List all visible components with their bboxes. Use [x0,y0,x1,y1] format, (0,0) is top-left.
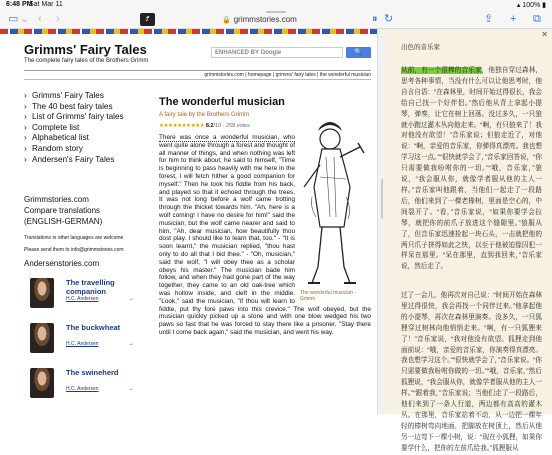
tabs-overview-icon[interactable]: ⧉ [533,13,541,25]
nav-item-alphabetical-list[interactable]: › Alphabetical list [24,133,148,142]
multitask-grabber[interactable] [266,11,286,13]
translation-pane [385,29,552,452]
page-content [24,34,371,414]
share-icon[interactable]: ⇪ [484,13,494,25]
highlighted-sentence[interactable]: 从前，有一个很棒的音乐家 [401,67,482,74]
email-note: Please send them to info@grimmstories.com [24,247,124,253]
nav-item-andersen[interactable]: › Andersen's Fairy Tales [24,155,148,164]
search-button[interactable]: 🔍 [346,47,371,58]
andersen-story-title[interactable]: The swineherd [66,368,119,377]
translation-title: 出色的音乐家 [401,44,440,51]
pause-icon[interactable]: ⏸ [372,13,378,25]
breadcrumb-divider [24,79,371,80]
rating-stars[interactable]: ★★★★★★★★★★ [159,123,205,129]
andersen-portrait [30,368,54,398]
new-tab-icon[interactable]: + [510,13,517,25]
sidebar-chevron-icon[interactable]: ⌄ [20,13,30,25]
andersen-story-card[interactable] [24,366,148,402]
close-icon[interactable]: ✕ [541,30,548,39]
story-text: went quite alone through a forest and thought of all manner of things, and when nothing was left for him to think about, he said to himself, "Time is beginning to pass heavily with me here in the forest, I will fetch hither a good companion for myself." Then he took his fiddle from his back, and played so that it echoed through the trees. It was not long before a wolf came trotting through the thicket towards him. "Ah, here is a wolf coming! I have no desire for him!" said the musician; but the wolf came nearer and said to him, "Ah, dear musician, how beautifully thou dost play. I should like to learn that, too." - "It is soon learnt," the musician replied, "thou hast only to do all that I bid thee." - "Oh, musician," said the wolf, "I will obey thee as a scholar obeys his master." The musician bade him follow, and when they had gone part of the way together, they came to an old oak-tree which was hollow inside, and cleft in the middle. "Look," said the musician, "if thou wilt learn to fiddle, put thy fore paws into this crevice." The wolf obeyed, but the musician quickly picked up a stone and with one blow wedged his two paws so fast that he was forced to stay there like a prisoner. "Stay there until I come back again," said the musician, and went his way. [159,141,371,336]
breadcrumb-item[interactable]: the wonderful musician [319,72,371,78]
sidebar-icon[interactable]: ▭ [8,13,19,25]
back-icon[interactable]: ‹ [38,13,42,25]
andersen-story-title[interactable]: The buckwheat [66,323,121,332]
nav-item-best-fairy-tales[interactable]: › The 40 best fairy tales [24,102,148,111]
andersen-portrait [30,278,54,308]
compare-language: (ENGLISH-GERMAN) [24,217,103,226]
andersen-site-title[interactable]: Andersenstories.com [24,259,100,268]
compare-site-title[interactable]: Grimmstories.com [24,195,89,204]
story-title: The wonderful musician [159,96,285,108]
side-navigation [24,91,148,165]
translation-paragraph: 过了一会儿，他再次对自己说：“时间开始在森林里过得很快，我会再找一个同伴过来。”他拿起他的小提琴，再次在森林里演奏。没多久，一只狐狸穿过树林向他悄悄走来。“啊，有一只狐狸来了！”音乐家说，“我对他没有欲望。狐狸走到他面前说：“哦，亲爱的音乐家，你演奏得真漂亮。我也想学习这个。”“很快就学会了，”音乐家说。“你只需要做我吩咐你做的一切。”“哦，音乐家，”然后狐狸说，“我会服从你，就像学者服从他的主人一样。”“跟着我，”音乐家说；当他们走了一段路后，他们来到了一条人行道，两边都有高高的灌木丛。在那里，音乐家站着不动，从一边把一棵年轻的榛树弯向地面，把脚放在树顶上，然后从他另一边弯下一棵小树，说：“现在小狐狸，如果你要学什么，把你的左前爪给我。”狐狸服从 [401,292,542,452]
story-rating[interactable] [159,123,250,129]
andersen-author-link[interactable]: H.C. Andersen [66,386,99,392]
nav-item-random-story[interactable]: › Random story [24,144,148,153]
forward-icon[interactable]: › [56,13,60,25]
story-author[interactable]: A fairy tale by the Brothers Grimm [159,112,250,118]
arrow-right-icon: → [128,341,134,347]
nav-item-list-of-tales[interactable]: › List of Grimms' fairy tales [24,112,148,121]
reload-icon[interactable]: ↻ [384,13,394,25]
status-bar [0,0,552,10]
web-page [0,29,377,414]
andersen-author-link[interactable]: H.C. Andersen [66,296,99,302]
andersen-author-link[interactable]: H.C. Andersen [66,341,99,347]
andersen-story-card[interactable] [24,276,148,312]
rating-value: 8.2 [205,123,214,129]
browser-toolbar [0,10,552,29]
rating-votes: /10 - 258 votes [213,123,250,129]
address-text: grimmstories.com [233,15,297,24]
address-bar[interactable] [222,15,297,24]
status-battery: ▴ 100% ▮ [516,2,546,9]
andersen-portrait [30,323,54,353]
breadcrumb: grimmstories.com | homepage | grimms' fairy tales | the wonderful musician [204,72,371,78]
status-time: 6:48 PM [6,1,33,8]
story-paragraph [159,134,371,337]
lock-icon: 🔒 [222,17,231,24]
header-divider [24,70,371,71]
translation-paragraph [401,66,542,273]
divider-handle[interactable] [381,179,383,219]
compare-translations-link[interactable]: Compare translations [24,206,101,215]
arrow-right-icon: → [128,296,134,302]
arrow-right-icon: → [128,386,134,392]
illustration-caption: The wonderful musician - Grimm [300,290,356,302]
translation-text: ，他独自穿过森林，思考各种事情，当没有什么可以让他思考时，他自言自语：“在森林里，时间开始过得很长，我会给自己找一个好伴侣。”然后他从背上拿起小提琴，弹奏，让它在树上回荡。没过多久，一只狼就小跑过灌木丛向他走来。“啊，有只狼来了！我对他没有欲望！”音乐家说；但狼走近了，对他说：“啊，亲爱的音乐家，你弹得真漂亮。我也想学习这一点。”“很快就学会了，”音乐家回答说，“你只需要做我吩咐你的一切。”“哦，音乐家，”狼说，“我会服从你，就像学者服从他的主人一样。”音乐家叫他跟着，当他们一起走了一段路后，他们来到了一棵老橡树，里面是空心的，中间裂开了。“看，”音乐家说，“如果你要学会拉琴，就把你的前爪子放进这个缝隙里。”狼服从了，但音乐家迅速捡起一块石头，一击就把他的两只爪子挤得如此之快，以至于他被迫像囚犯一样呆在那里。“呆在那里，直到我回来，”音乐家说，然后走了。 [401,67,543,271]
site-title[interactable]: Grimms' Fairy Tales [24,42,147,57]
search-input[interactable]: ENHANCED BY Google [211,47,343,58]
breadcrumb-item[interactable]: grimms' fairy tales [275,72,316,78]
story-first-words: There was once a wonderful musician, who [159,134,295,141]
reader-mode-button[interactable]: Ꝭ [140,13,155,26]
nav-item-complete-list[interactable]: › Complete list [24,123,148,132]
split-view-divider[interactable] [377,29,385,414]
nav-item-grimms-fairy-tales[interactable]: › Grimms' Fairy Tales [24,91,148,100]
status-date: Sat Mar 11 [29,1,63,8]
andersen-story-card[interactable] [24,321,148,357]
breadcrumb-item[interactable]: grimmstories.com [204,72,244,78]
site-subtitle: The complete fairy tales of the Brothers Grimm [24,58,149,64]
breadcrumb-item[interactable]: homepage [247,72,272,78]
andersen-story-title[interactable]: The travelling companion [66,278,115,296]
translations-note: Translations in other languages are welcome [24,235,124,241]
